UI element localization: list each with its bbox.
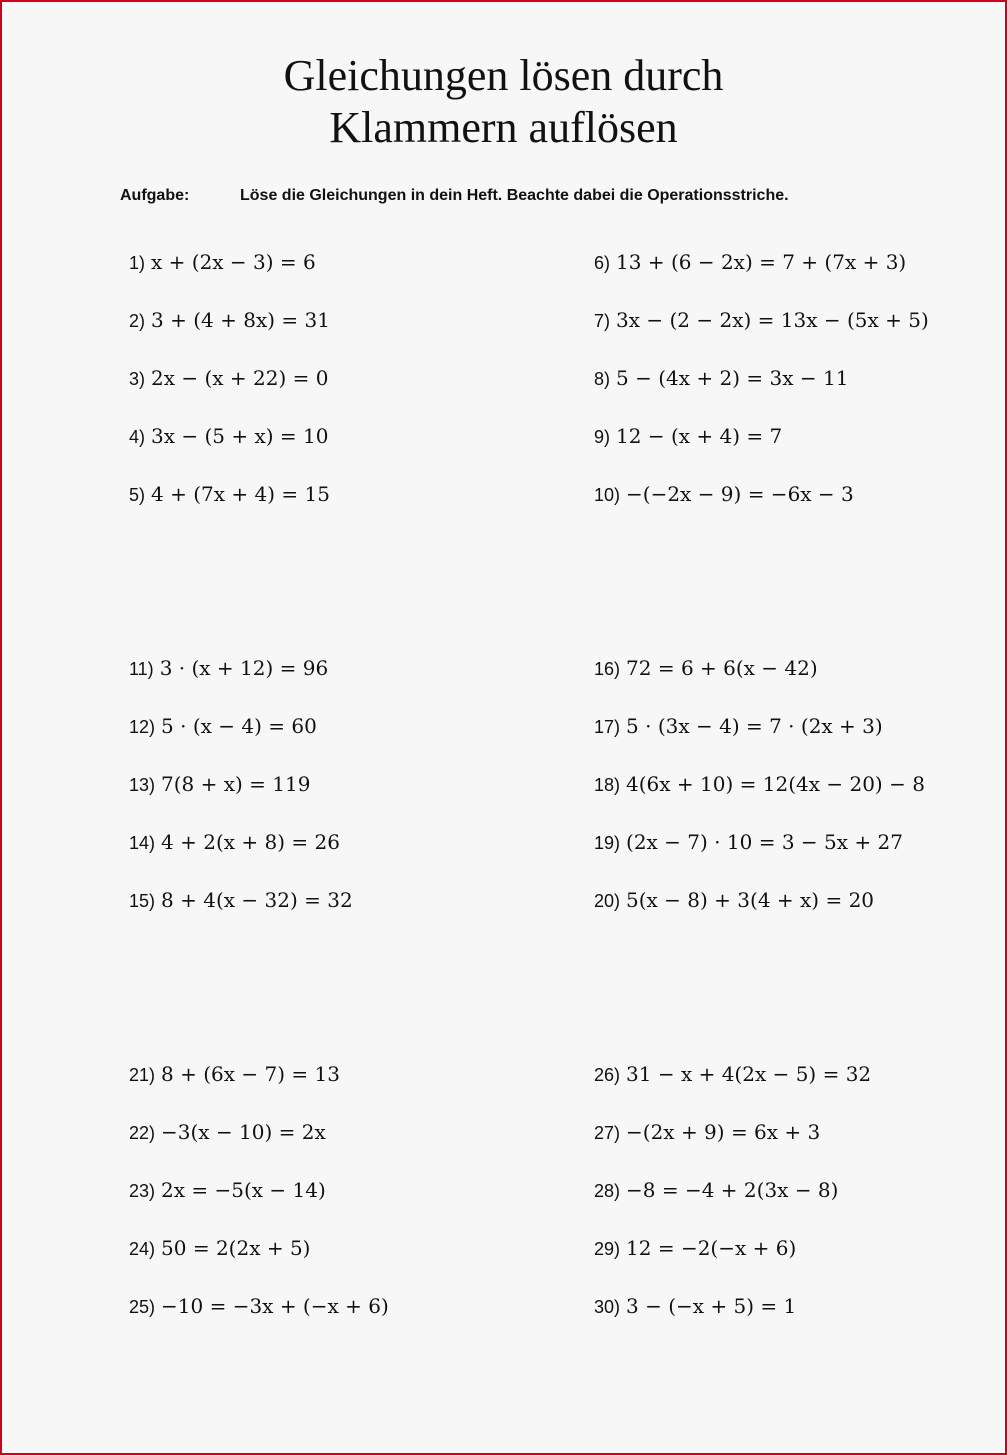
equation-row — [129, 422, 949, 480]
equation-item: 24) 50 = 2(2x + 5) — [129, 1236, 311, 1260]
equation-item: 8) 5 − (4x + 2) = 3x − 11 — [594, 366, 849, 390]
equation-item: 22) −3(x − 10) = 2x — [129, 1120, 326, 1144]
equation-item: 12) 5 · (x − 4) = 60 — [129, 714, 317, 738]
equation-row — [129, 306, 949, 364]
equation-item: 20) 5(x − 8) + 3(4 + x) = 20 — [594, 888, 875, 912]
equation-item: 28) −8 = −4 + 2(3x − 8) — [594, 1178, 839, 1202]
equation-row — [129, 886, 949, 944]
page-title — [2, 50, 1005, 154]
equation-item: 30) 3 − (−x + 5) = 1 — [594, 1294, 797, 1318]
equation-item: 14) 4 + 2(x + 8) = 26 — [129, 830, 340, 854]
equation-item: 4) 3x − (5 + x) = 10 — [129, 424, 329, 448]
equation-item: 17) 5 · (3x − 4) = 7 · (2x + 3) — [594, 714, 883, 738]
title-line-1: Gleichungen lösen durch — [283, 51, 724, 100]
equation-row — [129, 1234, 949, 1292]
equation-item: 1) x + (2x − 3) = 6 — [129, 250, 316, 274]
equation-row — [129, 1060, 949, 1118]
equation-item: 11) 3 · (x + 12) = 96 — [129, 656, 329, 680]
task-label: Aufgabe: — [120, 187, 190, 204]
equation-item: 3) 2x − (x + 22) = 0 — [129, 366, 329, 390]
equation-item: 16) 72 = 6 + 6(x − 42) — [594, 656, 818, 680]
equation-item: 9) 12 − (x + 4) = 7 — [594, 424, 783, 448]
equation-row — [129, 770, 949, 828]
equation-item: 5) 4 + (7x + 4) = 15 — [129, 482, 330, 506]
title-line-2: Klammern auflösen — [329, 103, 678, 152]
equation-block-2 — [129, 654, 949, 944]
equation-row — [129, 248, 949, 306]
equation-row — [129, 654, 949, 712]
equation-item: 27) −(2x + 9) = 6x + 3 — [594, 1120, 821, 1144]
task-instruction — [120, 186, 880, 206]
equation-item: 18) 4(6x + 10) = 12(4x − 20) − 8 — [594, 772, 925, 796]
equation-row — [129, 828, 949, 886]
equation-item: 23) 2x = −5(x − 14) — [129, 1178, 326, 1202]
equation-row — [129, 1118, 949, 1176]
equation-item: 26) 31 − x + 4(2x − 5) = 32 — [594, 1062, 872, 1086]
equation-row — [129, 480, 949, 538]
equation-row — [129, 1176, 949, 1234]
equation-row — [129, 1292, 949, 1350]
equation-item: 21) 8 + (6x − 7) = 13 — [129, 1062, 340, 1086]
equation-item: 29) 12 = −2(−x + 6) — [594, 1236, 797, 1260]
task-text: Löse die Gleichungen in dein Heft. Beachte dabei die Operationsstriche. — [240, 187, 789, 204]
equation-item: 7) 3x − (2 − 2x) = 13x − (5x + 5) — [594, 308, 929, 332]
equation-item: 10) −(−2x − 9) = −6x − 3 — [594, 482, 854, 506]
equation-block-1 — [129, 248, 949, 538]
equation-item: 25) −10 = −3x + (−x + 6) — [129, 1294, 389, 1318]
equation-row — [129, 712, 949, 770]
equation-item: 2) 3 + (4 + 8x) = 31 — [129, 308, 330, 332]
equation-item: 19) (2x − 7) · 10 = 3 − 5x + 27 — [594, 830, 903, 854]
equation-item: 13) 7(8 + x) = 119 — [129, 772, 311, 796]
equation-row — [129, 364, 949, 422]
equation-item: 15) 8 + 4(x − 32) = 32 — [129, 888, 353, 912]
equation-item: 6) 13 + (6 − 2x) = 7 + (7x + 3) — [594, 250, 907, 274]
equation-block-3 — [129, 1060, 949, 1350]
